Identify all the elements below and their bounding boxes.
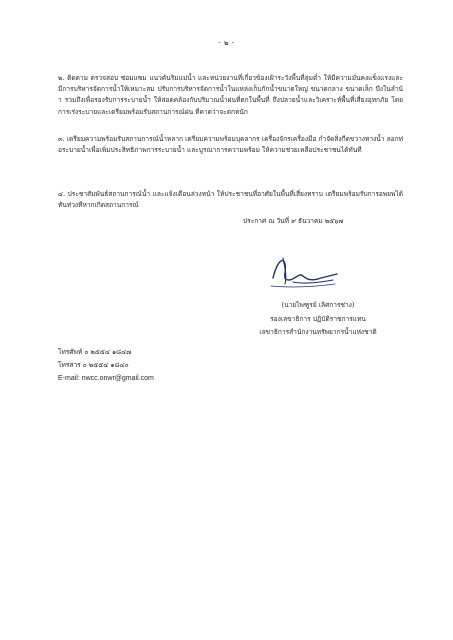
signer-name: (นายไพฑูรย์ เลิศการช่าง): [281, 301, 355, 309]
signer-position-2: เลขาธิการสำนักงานทรัพยากรน้ำแห่งชาติ: [259, 328, 377, 336]
page-number: - ๒ -: [218, 39, 235, 47]
paragraph-4: ๔. ประชาสัมพันธ์สถานการณ์น้ำ และแจ้งเตือนล่วงหน้า ให้ประชาชนที่อาศัยในพื้นที่เสี่ยงทราบ เตรียมพร้อมรับการอพยพได้ทันท่วงทีหากเกิดสถานการณ์: [58, 190, 403, 210]
paragraph-2: ๒. ติดตาม ตรวจสอบ ซ่อมแซม แนวคันริมแม่น้ำ และหน่วยงานที่เกี่ยวข้องเฝ้าระวังพื้นที่ลุ่มต่ำ ให้มีความมั่นคงแข็งแรงและมีการบริหารจัดการน้ำให้เหมาะสม ปรับการบริหารจัดการน้ำในแหล่งเก็บกักน้ำขนาดใหญ่ ขนาดกลาง ขนาดเล็ก บึงในลำน้ำ รวมถึงเพื่อรองรับการระบายน้ำ ให้สอดคล้องกับปริมาณน้ำฝนที่ตกในพื้นที่ ถึงปลายน้ำและวิเคราะห์พื้นที่เสี่ยงอุทกภัย โดยการเร่งระบายและเตรียมพร้อมรับสถานการณ์ฝน ที่คาดว่าจะตกหนัก: [58, 74, 403, 116]
contact-fax: โทรสาร ๐ ๒๕๕๔ ๑๘๔๐: [58, 361, 129, 369]
paragraph-3: ๓. เตรียมความพร้อมรับสถานการณ์น้ำหลาก เตรียมความพร้อมบุคลากร เครื่องจักรเครื่องมือ กำจัดสิ่งกีดขวางทางน้ำ ลอกท่อระบายน้ำเพื่อเพิ่มประสิทธิภาพการระบายน้ำ และบูรณาการความพร้อม ให้ความช่วยเหลือประชาชนได้ทันที: [58, 135, 403, 155]
contact-phone: โทรศัพท์ ๐ ๒๕๕๔ ๑๘๔๗: [58, 348, 132, 356]
signer-position-1: รองเลขาธิการ ปฏิบัติราชการแทน: [270, 315, 366, 323]
contact-email[interactable]: E-mail: nwcc.onwr@gmail.com: [58, 375, 154, 382]
announce-date: ประกาศ ณ วันที่ ๙ ธันวาคม ๒๕๖๗: [243, 217, 344, 225]
signature-image: [263, 250, 343, 292]
